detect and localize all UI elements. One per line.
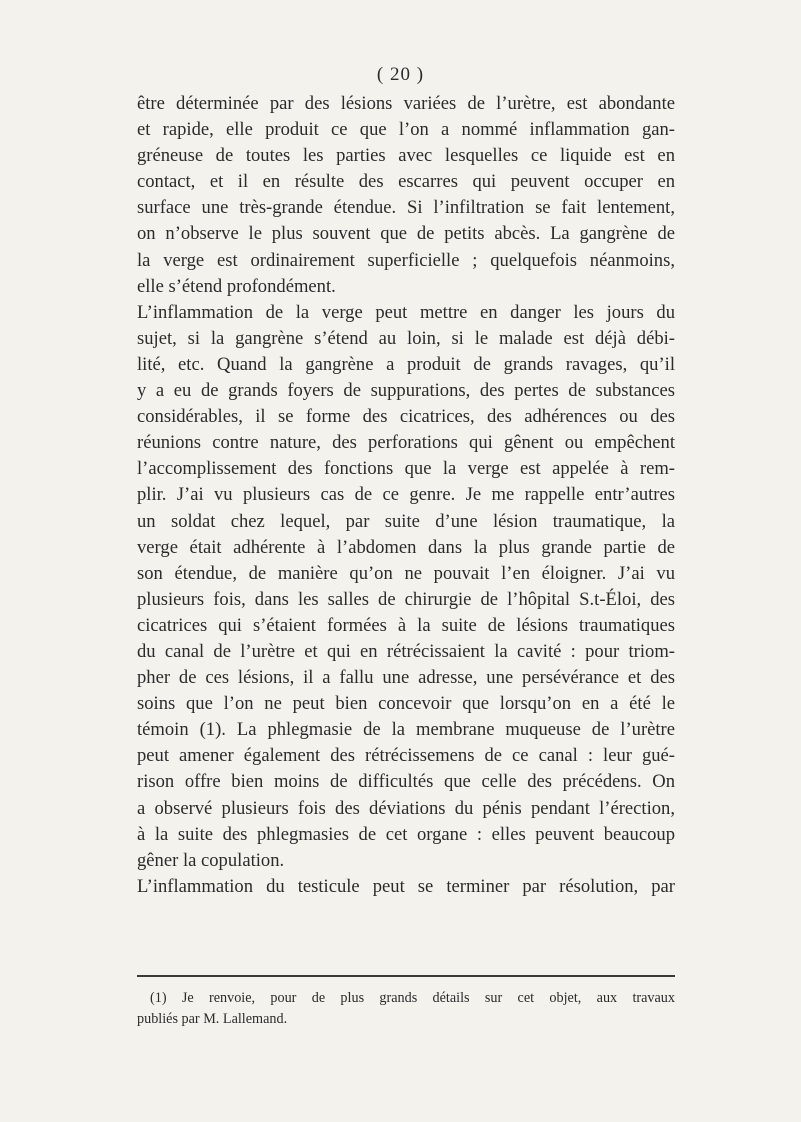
text-line: L’inflammation de la verge peut mettre en danger les jours du bbox=[137, 301, 675, 323]
text-line: l’accomplissement des fonctions que la verge est appelée à rem- bbox=[137, 458, 675, 480]
text-line: et rapide, elle produit ce que l’on a nommé inflammation gan- bbox=[137, 119, 675, 141]
text-line: L’inflammation du testicule peut se terminer par résolution, par bbox=[137, 875, 675, 897]
text-line: du canal de l’urètre et qui en rétrécissaient la cavité : pour triom- bbox=[137, 640, 675, 662]
text-line: surface une très-grande étendue. Si l’infiltration se fait lentement, bbox=[137, 197, 675, 219]
text-line: cicatrices qui s’étaient formées à la suite de lésions traumatiques bbox=[137, 614, 675, 636]
text-line: à la suite des phlegmasies de cet organe : elles peuvent beaucoup bbox=[137, 823, 675, 845]
footnote-divider bbox=[137, 975, 675, 977]
text-line: la verge est ordinairement superficielle ; quelquefois néanmoins, bbox=[137, 249, 675, 271]
text-line: considérables, il se forme des cicatrices, des adhérences ou des bbox=[137, 406, 675, 428]
text-line: peut amener également des rétrécissemens de ce canal : leur gué- bbox=[137, 745, 675, 767]
text-line: gréneuse de toutes les parties avec lesquelles ce liquide est en bbox=[137, 145, 675, 167]
footnote bbox=[137, 988, 675, 1030]
text-line: sujet, si la gangrène s’étend au loin, si le malade est déjà débi- bbox=[137, 327, 675, 349]
text-line: elle s’étend profondément. bbox=[137, 275, 336, 297]
text-line: lité, etc. Quand la gangrène a produit de grands ravages, qu’il bbox=[137, 353, 675, 375]
text-line: contact, et il en résulte des escarres qui peuvent occuper en bbox=[137, 171, 675, 193]
page-number: ( 20 ) bbox=[376, 64, 425, 85]
text-line: soins que l’on ne peut bien concevoir que lorsqu’on en a été le bbox=[137, 693, 675, 715]
text-line: un soldat chez lequel, par suite d’une lésion traumatique, la bbox=[137, 510, 675, 532]
text-line: y a eu de grands foyers de suppurations, des pertes de substances bbox=[137, 380, 675, 402]
text-line: témoin (1). La phlegmasie de la membrane muqueuse de l’urètre bbox=[137, 719, 675, 741]
text-line: verge était adhérente à l’abdomen dans la plus grande partie de bbox=[137, 536, 675, 558]
text-line: son étendue, de manière qu’on ne pouvait l’en éloigner. J’ai vu bbox=[137, 562, 675, 584]
text-line: a observé plusieurs fois des déviations du pénis pendant l’érection, bbox=[137, 797, 675, 819]
text-line: plir. J’ai vu plusieurs cas de ce genre. Je me rappelle entr’autres bbox=[137, 484, 675, 506]
text-line: gêner la copulation. bbox=[137, 849, 285, 871]
footnote-line: (1) Je renvoie, pour de plus grands détails sur cet objet, aux travaux bbox=[150, 990, 675, 1006]
footnote-line: publiés par M. Lallemand. bbox=[137, 1011, 288, 1027]
text-line: on n’observe le plus souvent que de petits abcès. La gangrène de bbox=[137, 223, 675, 245]
text-line: réunions contre nature, des perforations qui gênent ou empêchent bbox=[137, 432, 675, 454]
body-text bbox=[137, 91, 675, 900]
text-line: être déterminée par des lésions variées de l’urètre, est abondante bbox=[137, 93, 675, 114]
text-line: rison offre bien moins de difficultés que celle des précédens. On bbox=[137, 771, 675, 793]
text-line: pher de ces lésions, il a fallu une adresse, une persévérance et des bbox=[137, 667, 675, 689]
text-line: plusieurs fois, dans les salles de chirurgie de l’hôpital S.t-Éloi, des bbox=[137, 588, 675, 610]
